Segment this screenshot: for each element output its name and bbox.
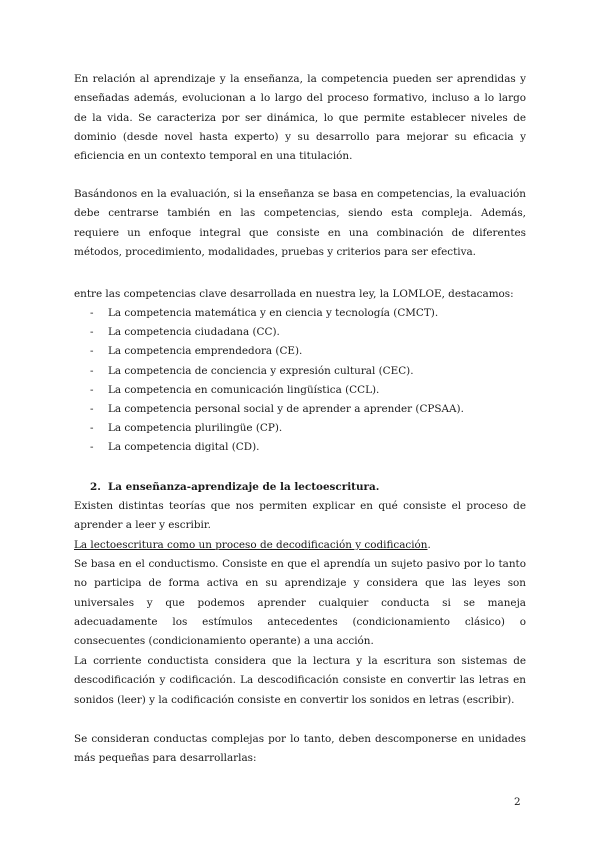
list-dash: - <box>90 307 94 319</box>
section-title: La enseñanza-aprendizaje de la lectoescritura. <box>108 481 380 493</box>
competencies-list <box>74 304 526 458</box>
list-dash: - <box>90 403 94 416</box>
section-number: 2. <box>90 481 101 493</box>
list-item: - La competencia plurilingüe (CP). <box>74 419 526 438</box>
list-item: - La competencia de conciencia y expresión cultural (CEC). <box>74 362 526 381</box>
list-dash: - <box>90 422 94 435</box>
section-heading <box>90 478 379 497</box>
list-dash: - <box>90 441 94 454</box>
list-item: - La competencia matemática y en ciencia y tecnología (CMCT). <box>74 304 526 323</box>
list-dash: - <box>90 364 94 377</box>
paragraph-behaviorism: Se basa en el conductismo. Consiste en que el aprendía un sujeto pasivo por lo tanto no participa de forma activa en su aprendizaje y considera que las leyes son universales y que podemos aprender cualquier conducta si se maneja adecuadamente los estímulos antecedentes (condicionamiento clásico) o consecuentes (condicionamiento operante) a una acción. <box>74 558 526 648</box>
list-item: - La competencia en comunicación lingüística (CCL). <box>74 381 526 400</box>
paragraph-evaluation: Basándonos en la evaluación, si la enseñanza se basa en competencias, la evaluación debe centrarse también en las competencias, siendo esta compleja. Además, requiere un enfoque integral que consiste en una combinación de diferentes métodos, procedimiento, modalidades, pruebas y criterios para ser efectiva. <box>74 188 526 258</box>
list-item: - La competencia ciudadana (CC). <box>74 323 526 342</box>
list-dash: - <box>90 345 94 358</box>
page-number: 2 <box>514 796 521 808</box>
list-item: - La competencia digital (CD). <box>74 438 526 457</box>
paragraph-behaviorist-current: La corriente conductista considera que la lectura y la escritura son sistemas de descodificación y codificación. La descodificación consiste en convertir las letras en sonidos (leer) y la codificación consiste en convertir los sonidos en letras (escribir). <box>74 655 526 706</box>
paragraph-theories: Existen distintas teorías que nos permiten explicar en qué consiste el proceso de aprender a leer y escribir. <box>74 500 526 532</box>
list-dash: - <box>90 326 94 339</box>
list-item: - La competencia personal social y de aprender a aprender (CPSAA). <box>74 400 526 419</box>
underlined-subheading: La lectoescritura como un proceso de decodificación y codificación <box>74 539 428 551</box>
paragraph-learning-teaching: En relación al aprendizaje y la enseñanza, la competencia pueden ser aprendidas y enseñadas además, evolucionan a lo largo del proceso formativo, incluso a lo largo de la vida. Se caracteriza por ser dinámica, lo que permite establecer niveles de dominio (desde novel hasta experto) y su desarrollo para mejorar su eficacia y eficiencia en un contexto temporal en una titulación. <box>74 73 526 163</box>
subheading-decoding: La lectoescritura como un proceso de decodificación y codificación. <box>74 539 431 551</box>
list-dash: - <box>90 383 94 396</box>
list-item: - La competencia emprendedora (CE). <box>74 342 526 361</box>
paragraph-list-intro: entre las competencias clave desarrollada en nuestra ley, la LOMLOE, destacamos: <box>74 288 514 300</box>
paragraph-complex-behaviors: Se consideran conductas complejas por lo tanto, deben descomponerse en unidades más pequeñas para desarrollarlas: <box>74 733 526 765</box>
